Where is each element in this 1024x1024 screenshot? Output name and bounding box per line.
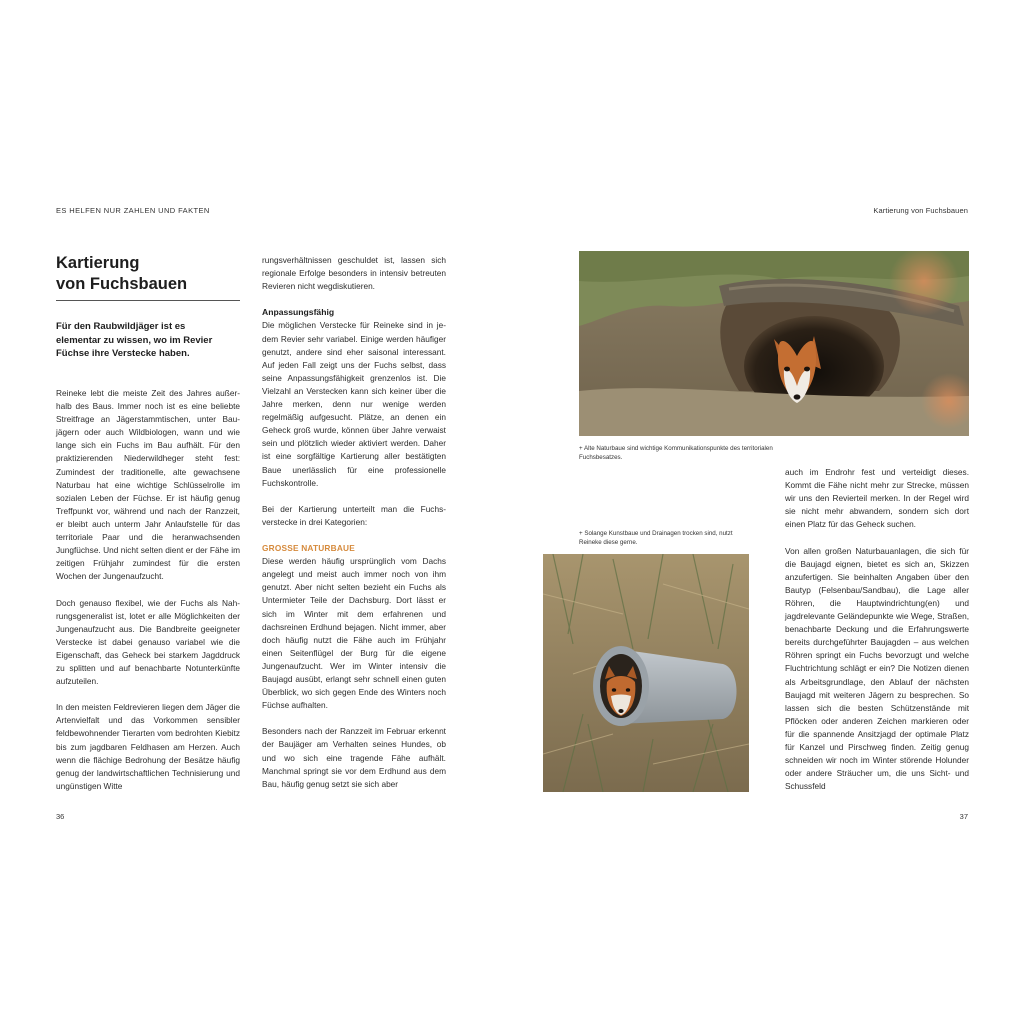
body-paragraph: auch im Endrohr fest und verteidigt dieses. Kommt die Fähe nicht mehr zur Strecke, müssen wir uns den Revierteil merken. In der Regel wird sie nicht mehr abwandern, sondern sich dort einen Platz für das Geheck suchen. (785, 467, 969, 530)
article-title-line-2: von Fuchsbauen (56, 275, 188, 293)
text-column-1 (56, 387, 240, 806)
lead-paragraph: Für den Raubwildjäger ist es elementar zu wissen, wo im Revier Füchse ihre Verstecke haben. (56, 321, 213, 359)
running-head-left: ES HELFEN NUR ZAHLEN UND FAKTEN (56, 206, 210, 215)
text-column-3 (785, 466, 969, 806)
section-heading: GROSSE NATURBAUE (262, 543, 355, 554)
body-paragraph: Von allen großen Naturbauanlagen, die sich für die Baujagd eignen, bietet es sich an, Skizzen anzufertigen. Sie beinhalten Angaben über den Bautyp (Felsenbau/Sandbau), die Lage aller Röhren, die Hauptwindrichtung(en) und jagdrelevante Geländepunkte wie Wege, Straßen, benachbarte Deckung und die Erfahrungswerte bereits durchgeführter Baujagden – aus welchen Röhren springt ein Fuchs bevorzugt und welche Fluchtrichtung schlägt er ein? Die Notizen dienen als Arbeitsgrundlage, den Ablauf der nächsten Baujagd mit weiteren Jägern zu besprechen. So lassen sich die besten Schützenstände mit Pflöcken oder anderen Zeichen markieren oder für die spannende Ansitzjagd der optimale Platz für Kanzel und Pirschweg finden. Zeitig genug schneiden wir noch im Winter störende Holunder oder andere Sträucher um, die uns Sicht- und Schussfeld (785, 545, 969, 792)
body-paragraph: Besonders nach der Ranzzeit im Februar erkennt der Baujäger am Verhalten seines Hundes, ob und wo sich eine tragende Fähe aufhält. Manchmal springt sie vor dem Erdhund aus dem Bau, häufig genug setzt sie sich aber (262, 726, 446, 789)
text-column-2 (262, 254, 446, 804)
body-paragraph: Bei der Kartierung unterteilt man die Fuchsverstecke in drei Kategorien: (262, 503, 446, 527)
body-paragraph: rungsverhältnissen geschuldet ist, lassen sich regionale Erfolge besonders in intensiv betreuten Revieren nicht wegdiskutieren. (262, 255, 446, 292)
fox-in-pipe-photo (543, 554, 749, 792)
running-head-right: Kartierung von Fuchsbauen (873, 206, 968, 215)
body-paragraph: Reineke lebt die meiste Zeit des Jahres außerhalb des Baus. Immer noch ist es eine beliebte Streitfrage an Jägerstammtischen, unter Baujägern oder auch Wildbiologen, wann und wie lange sich ein Fuchs im Bau aufhält. Für den praktizierenden Niederwildheger steht fest: Zumindest der traditionelle, alte gewachsene Naturbau hat eine wichtige Schlüsselrolle im sozialen Leben der Füchse. Er ist häufig genug Treffpunkt vor, während und nach der Ranzzeit, er bleibt auch unterm Jahr Anlaufstelle für das territoriale Paar und die heranwachsenden Jungfüchse. Und nicht selten dient er der Fähe im zeitigen Frühjahr zumindest für die ersten Wochen der Jungenaufzucht. (56, 388, 240, 582)
body-paragraph: In den meisten Feldrevieren liegen dem Jäger die Artenvielfalt und das Vorkommen sensibler feldbewohnender Tierarten vom bedrohten Kiebitz bis zum jagdbaren Feldhasen am Herzen. Auch wenn die flächige Bedrohung der Besätze häufig genug der landwirtschaftlichen Technisierung und ungünstigen Witte (56, 702, 240, 791)
subheading: Anpassungsfähig (262, 307, 335, 318)
body-paragraph: Die möglichen Verstecke für Reineke sind in jedem Revier sehr variabel. Einige werden häufiger genutzt, andere sind eher saisonal interessant. Auf jeden Fall zeigt uns der Fuchs selbst, dass seine Anpassungsfähigkeit grenzenlos ist. Die Vielzahl an Verstecken kann sich keiner über die Jahre merken, denn nur wenige werden regelmäßig aufgesucht. Plätze, an denen ein Geheck groß wurde, können über Jahre verwaist sein und plötzlich wieder aktiviert werden. Daher ist eine sorgfältige Kartierung aller bestätigten Baue unerlässlich für eine professionelle Fuchskontrolle. (262, 320, 446, 488)
fox-burrow-photo (579, 251, 969, 436)
body-paragraph: Doch genauso flexibel, wie der Fuchs als Nahrungsgeneralist ist, lotet er alle Möglichkeiten der Jungenaufzucht aus. Die Bandbreite geeigneter Verstecke ist dabei genauso variabel wie die Eigenschaft, das Geheck bei starkem Jagddruck zu splitten und auf benachbarte Notunterkünfte aufzuteilen. (56, 597, 240, 687)
page-number-left: 36 (56, 812, 65, 821)
title-divider (56, 300, 240, 301)
burrow-photo-caption: + Alte Naturbaue sind wichtige Kommunikationspunkte des territorialen Fuchsbesatzes. (579, 445, 773, 461)
page-number-right: 37 (959, 812, 968, 821)
body-paragraph: Diese werden häufig ursprünglich vom Dachs angelegt und meist auch immer noch von ihm genutzt. Aber nicht selten bezieht ein Fuchs als Untermieter Teile der Dachsburg. Dort lässt er sich im Winter mit dem erfahrenen und dachsreinen Erdhund bejagen. Nicht immer, aber doch häufig nutzt die Fähe auch im Frühjahr einen Seitenflügel der Burg für die eigene Jungenaufzucht. Wer im Winter intensiv die Baujagd ausübt, erlangt sehr schnell einen guten Überblick, wo sich gegen Ende des Winters noch Füchse aufhalten. (262, 556, 446, 711)
article-title-line-1: Kartierung (56, 254, 140, 272)
article-title (56, 253, 240, 295)
pipe-photo-caption: + Solange Kunstbaue und Drainagen trocken sind, nutzt Reineke diese gerne. (579, 530, 733, 546)
